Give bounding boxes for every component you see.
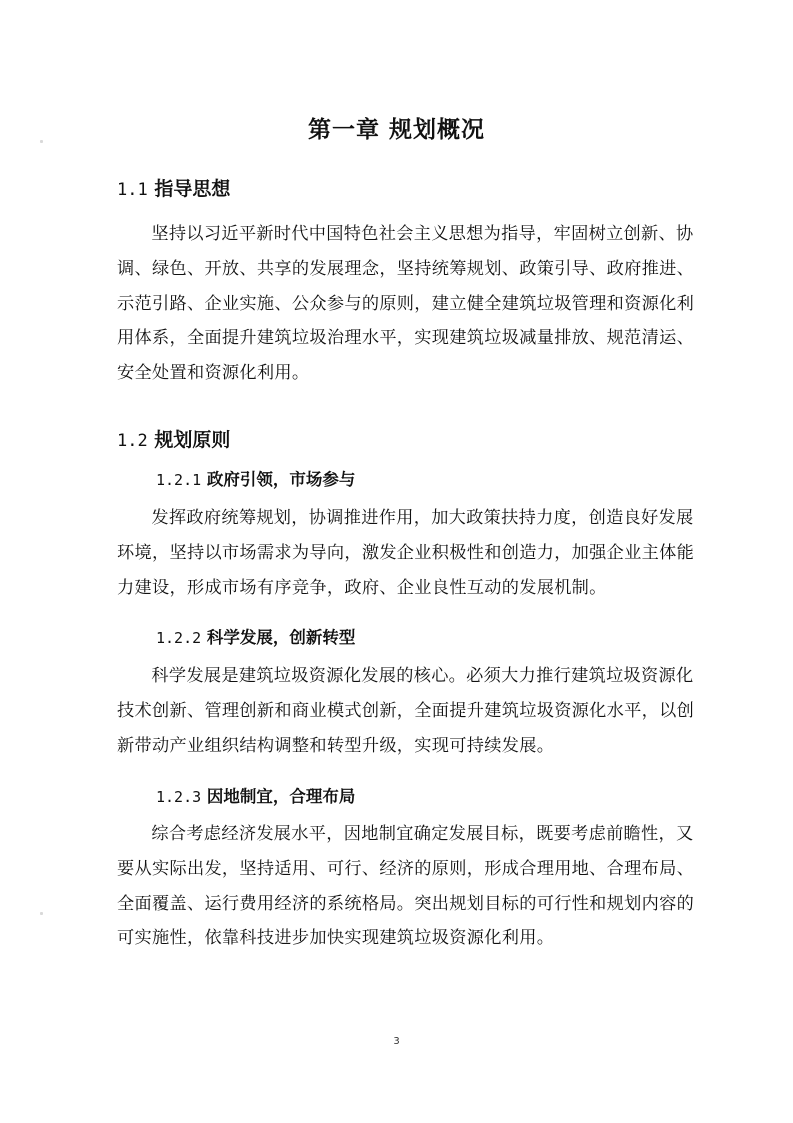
paragraph-line: 力建设，形成市场有序竞争，政府、企业良性互动的发展机制。 bbox=[117, 577, 607, 598]
paragraph-line: 用体系，全面提升建筑垃圾治理水平，实现建筑垃圾减量排放、规范清运、 bbox=[117, 328, 695, 349]
section-number: 1.1 bbox=[117, 180, 148, 200]
paragraph-government-lead bbox=[117, 501, 709, 605]
paragraph-scientific-development bbox=[117, 659, 709, 763]
subsection-number: 1.2.1 bbox=[156, 471, 202, 489]
paragraph-line: 技术创新、管理创新和商业模式创新，全面提升建筑垃圾资源化水平，以创 bbox=[117, 700, 695, 721]
section-title: 指导思想 bbox=[154, 178, 231, 200]
subsection-number: 1.2.2 bbox=[156, 629, 202, 647]
page-number: 3 bbox=[393, 1036, 400, 1047]
section-number: 1.2 bbox=[117, 431, 148, 451]
chapter-title: 第一章 规划概况 bbox=[307, 117, 485, 143]
paragraph-line: 示范引路、企业实施、公众参与的原则，建立健全建筑垃圾管理和资源化利 bbox=[117, 293, 695, 314]
paragraph-line: 全面覆盖、运行费用经济的系统格局。突出规划目标的可行性和规划内容的 bbox=[117, 893, 695, 914]
paragraph-line: 综合考虑经济发展水平，因地制宜确定发展目标，既要考虑前瞻性，又 bbox=[151, 824, 694, 844]
section-heading-1-1 bbox=[117, 174, 230, 205]
paragraph-line: 新带动产业组织结构调整和转型升级，实现可持续发展。 bbox=[117, 735, 555, 756]
subsection-heading-1-2-2 bbox=[156, 624, 355, 652]
subsection-heading-1-2-1 bbox=[156, 466, 355, 494]
paragraph-line: 可实施性，依靠科技进步加快实现建筑垃圾资源化利用。 bbox=[117, 928, 555, 949]
paragraph-line: 要从实际出发，坚持适用、可行、经济的原则，形成合理用地、合理布局、 bbox=[117, 858, 695, 879]
paragraph-line: 安全处置和资源化利用。 bbox=[117, 363, 310, 384]
scan-speck bbox=[40, 912, 43, 915]
subsection-title: 政府引领，市场参与 bbox=[206, 470, 356, 489]
subsection-number: 1.2.3 bbox=[156, 788, 202, 806]
paragraph-line: 环境，坚持以市场需求为导向，激发企业积极性和创造力，加强企业主体能 bbox=[117, 542, 695, 563]
paragraph-line: 科学发展是建筑垃圾资源化发展的核心。必须大力推行建筑垃圾资源化 bbox=[151, 666, 694, 686]
subsection-title: 科学发展，创新转型 bbox=[206, 628, 356, 647]
section-heading-1-2 bbox=[117, 425, 230, 456]
subsection-title: 因地制宜，合理布局 bbox=[206, 787, 356, 806]
section-title: 规划原则 bbox=[154, 429, 231, 451]
paragraph-local-conditions bbox=[117, 817, 709, 956]
paragraph-line: 发挥政府统筹规划，协调推进作用，加大政策扶持力度，创造良好发展 bbox=[151, 508, 694, 528]
paragraph-line: 调、绿色、开放、共享的发展理念，坚持统筹规划、政策引导、政府推进、 bbox=[117, 258, 695, 279]
paragraph-guiding-thought bbox=[117, 217, 709, 391]
subsection-heading-1-2-3 bbox=[156, 783, 355, 811]
paragraph-line: 坚持以习近平新时代中国特色社会主义思想为指导，牢固树立创新、协 bbox=[151, 224, 694, 244]
